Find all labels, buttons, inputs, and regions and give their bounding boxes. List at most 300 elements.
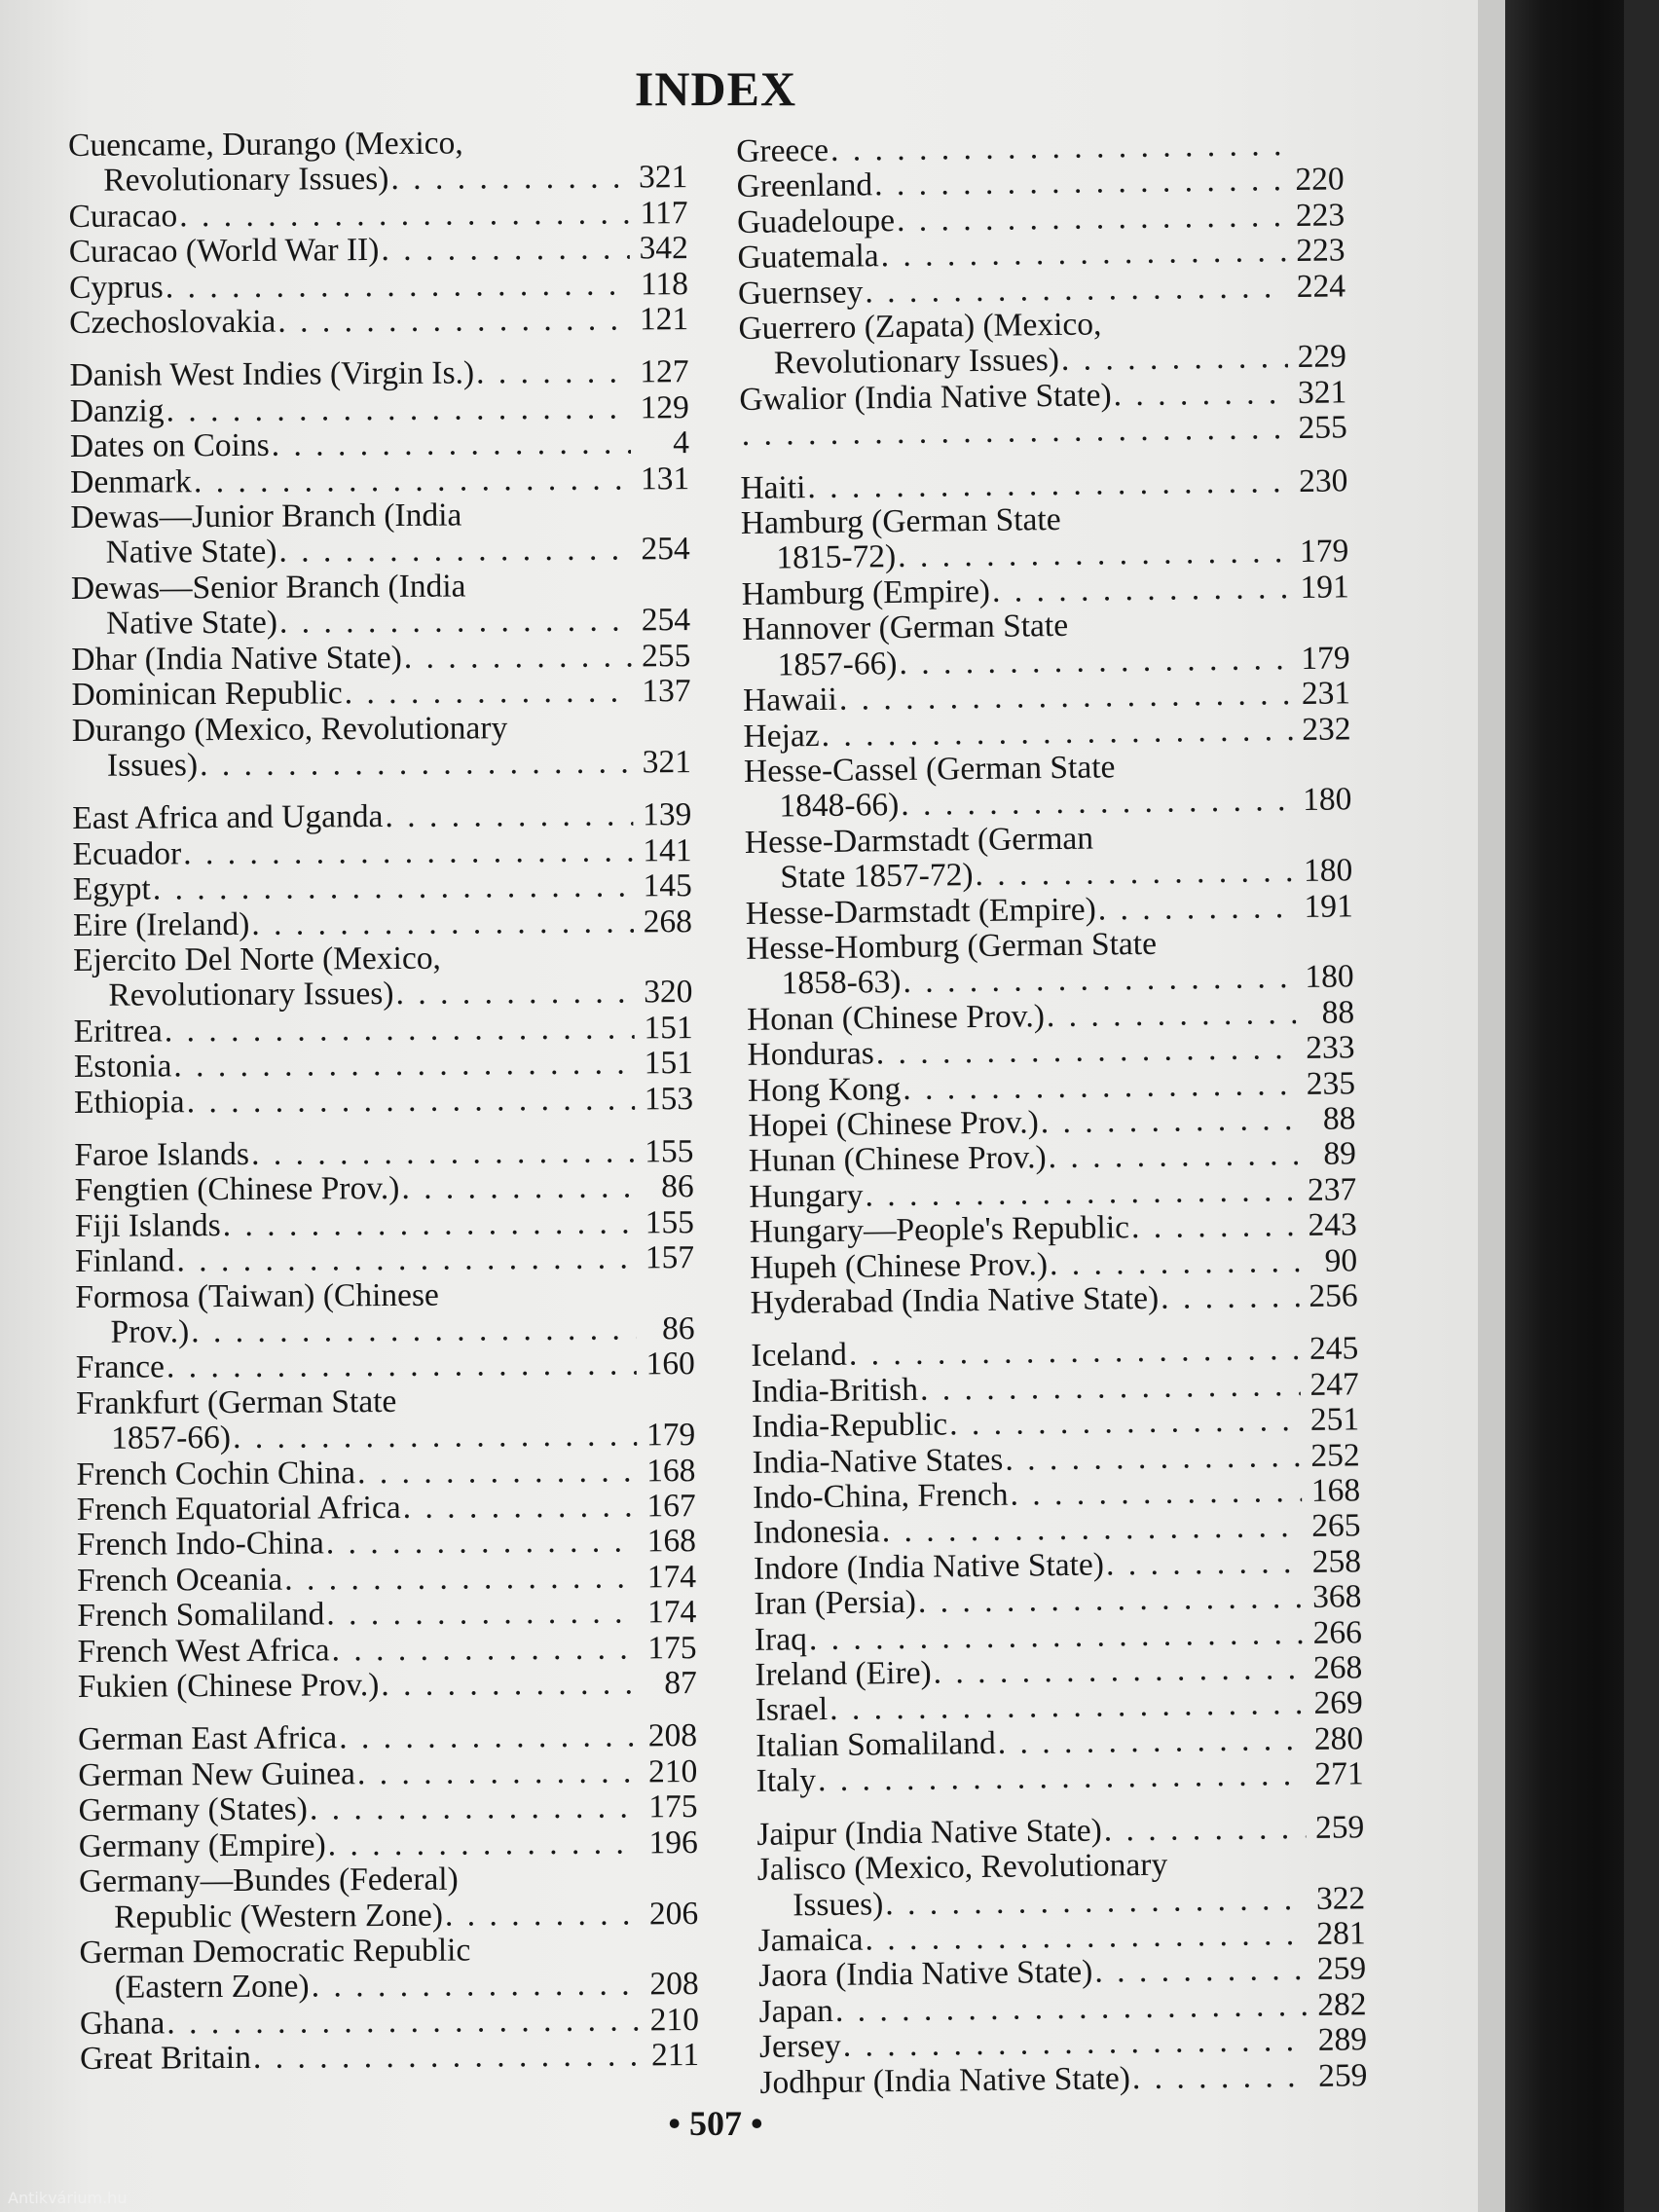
index-entry: [78, 1719, 697, 1758]
dot-leader: [381, 232, 630, 269]
entry-text: Ecuador: [72, 835, 182, 872]
dot-leader: [1113, 376, 1288, 414]
entry-page-number: 258: [1311, 1543, 1362, 1580]
entry-text: Honan (Chinese Prov.): [746, 997, 1046, 1038]
index-entry: [750, 1278, 1357, 1321]
index-left-column: [68, 125, 699, 2077]
dot-leader: [830, 128, 1286, 168]
dot-leader: [1106, 1545, 1303, 1583]
entry-page-number: 191: [1304, 887, 1353, 925]
dot-leader: [897, 199, 1287, 239]
index-entry: [756, 1810, 1364, 1853]
entry-text: Dhar (India Native State): [71, 639, 402, 678]
dot-leader: [166, 1347, 637, 1385]
entry-page-number: 196: [648, 1824, 698, 1862]
entry-page-number: 129: [640, 388, 689, 426]
entry-text: 1815-72): [776, 538, 897, 576]
entry-page-number: 127: [640, 353, 689, 390]
index-entry: [68, 125, 687, 200]
entry-page-number: 174: [646, 1558, 697, 1596]
index-entry: [76, 1454, 695, 1493]
entry-page-number: 88: [1322, 1100, 1356, 1137]
index-entry: [70, 425, 689, 464]
entry-text: Ethiopia: [73, 1083, 185, 1121]
entry-page-number: 210: [649, 2001, 699, 2039]
index-entry: [77, 1595, 696, 1634]
index-entry: [746, 889, 1353, 932]
entry-text: Formosa (Taiwan) (Chinese: [75, 1276, 439, 1315]
entry-text: Dates on Coins: [69, 426, 270, 465]
entry-page-number: 243: [1308, 1206, 1357, 1244]
index-entry: [742, 570, 1349, 612]
entry-text: Frankfurt (German State: [75, 1382, 397, 1421]
entry-page-number: 155: [645, 1133, 694, 1170]
dot-leader: [339, 1719, 639, 1756]
dot-leader: [1005, 1439, 1302, 1478]
entry-page-number: 210: [647, 1752, 698, 1790]
index-entry: [75, 1169, 694, 1208]
entry-text: India-British: [751, 1371, 919, 1410]
dot-leader: [165, 1011, 635, 1049]
entry-text: India-Republic: [751, 1406, 948, 1446]
entry-text: Jaipur (India Native State): [756, 1812, 1102, 1853]
entry-page-number: 256: [1309, 1277, 1358, 1314]
dot-leader: [278, 533, 631, 571]
entry-text: Gwalior (India Native State): [739, 377, 1112, 418]
entry-page-number: 232: [1302, 710, 1351, 748]
entry-text: Native State): [105, 534, 277, 571]
watermark: Antikvárium.hu: [8, 2189, 128, 2207]
index-entry: [757, 1845, 1366, 1923]
index-entry: [69, 302, 688, 341]
entry-text: Guadeloupe: [736, 202, 896, 240]
index-entry: [740, 411, 1347, 454]
entry-page-number: 153: [644, 1080, 694, 1117]
entry-page-number: 281: [1316, 1915, 1366, 1952]
entry-text: Dewas—Senior Branch (India: [70, 568, 466, 607]
entry-text: India-Native States: [752, 1441, 1004, 1481]
index-entry: [74, 1011, 693, 1050]
entry-text: Greenland: [736, 166, 873, 205]
entry-page-number: 145: [643, 867, 692, 904]
index-entry: [72, 797, 691, 836]
entry-page-number: 235: [1306, 1064, 1356, 1102]
entry-text: Cyprus: [68, 269, 164, 306]
entry-text: Germany (Empire): [78, 1826, 326, 1864]
entry-text: Republic (Western Zone): [114, 1897, 444, 1936]
entry-page-number: 168: [646, 1452, 696, 1490]
entry-text: Ghana: [79, 2005, 166, 2042]
entry-text: Ejercito Del Norte (Mexico,: [73, 940, 441, 978]
dot-leader: [445, 1897, 640, 1934]
entry-text: Haiti: [740, 468, 806, 506]
entry-page-number: 342: [639, 230, 688, 267]
dot-leader: [357, 1454, 638, 1491]
page-number: • 507 •: [668, 2104, 763, 2143]
dot-leader: [310, 1790, 640, 1827]
entry-text: 1857-66): [777, 645, 898, 683]
index-entry: [77, 1525, 696, 1564]
dot-leader: [328, 1825, 640, 1862]
entry-page-number: 168: [646, 1523, 696, 1560]
dot-leader: [331, 1631, 638, 1668]
dot-leader: [920, 1368, 1301, 1408]
dot-leader: [830, 1686, 1305, 1727]
index-entry: [75, 1205, 694, 1244]
index-entry: [69, 355, 688, 394]
dot-leader: [251, 904, 634, 942]
entry-page-number: 265: [1311, 1507, 1361, 1545]
index-entry: [69, 267, 688, 306]
dot-leader: [153, 869, 634, 907]
dot-leader: [345, 675, 633, 712]
entry-text: Cuencame, Durango (Mexico,: [67, 125, 463, 164]
entry-text: Prov.): [110, 1313, 190, 1350]
dot-leader: [1048, 1137, 1298, 1176]
entry-text: Hamburg (German State: [740, 501, 1061, 542]
index-entry: [743, 712, 1350, 755]
entry-page-number: 211: [650, 2037, 700, 2074]
entry-page-number: 86: [661, 1310, 695, 1347]
dot-leader: [1047, 996, 1297, 1035]
entry-page-number: 254: [641, 531, 690, 568]
entry-page-number: 231: [1301, 675, 1351, 713]
entry-text: Hejaz: [743, 717, 820, 755]
entry-text: French Cochin China: [76, 1454, 356, 1493]
entry-text: Egypt: [72, 870, 151, 908]
entry-text: Guerrero (Zapata) (Mexico,: [738, 306, 1102, 348]
dot-leader: [882, 1509, 1303, 1550]
index-entry: [72, 710, 691, 785]
dot-leader: [194, 461, 632, 499]
entry-text: German Democratic Republic: [79, 1932, 471, 1971]
index-entry: [69, 231, 688, 270]
entry-text: Revolutionary Issues): [103, 161, 389, 200]
entry-text: Fengtien (Chinese Prov.): [74, 1170, 400, 1209]
entry-page-number: 320: [644, 974, 693, 1011]
entry-page-number: 255: [1298, 409, 1347, 447]
entry-text: Ireland (Eire): [755, 1654, 932, 1693]
index-entry: [78, 1754, 697, 1793]
entry-text: Danish West Indies (Virgin Is.): [69, 354, 475, 394]
entry-text: Jamaica: [757, 1921, 864, 1959]
entry-text: Hopei (Chinese Prov.): [748, 1104, 1039, 1144]
entry-text: German New Guinea: [78, 1755, 356, 1793]
entry-page-number: 269: [1313, 1684, 1363, 1722]
entry-text: Eritrea: [73, 1013, 163, 1050]
entry-page-number: 229: [1297, 338, 1347, 376]
index-entry: [78, 1789, 697, 1828]
entry-text: (Eastern Zone): [114, 1968, 310, 2007]
index-heading: INDEX: [634, 61, 797, 116]
entry-text: Native State): [105, 604, 278, 643]
dot-leader: [865, 270, 1287, 311]
index-entry: [77, 1560, 696, 1599]
entry-text: Dewas—Junior Branch (India: [70, 497, 462, 536]
entry-page-number: 223: [1295, 197, 1346, 234]
entry-text: Issues): [106, 747, 199, 784]
entry-page-number: 168: [1310, 1472, 1361, 1509]
entry-text: Hungary: [749, 1177, 864, 1215]
dot-leader: [865, 1173, 1298, 1214]
entry-text: Iran (Persia): [754, 1584, 917, 1623]
dot-leader: [949, 1403, 1301, 1443]
dot-leader: [975, 854, 1294, 893]
entry-page-number: 88: [1321, 994, 1355, 1031]
entry-page-number: 179: [1299, 533, 1349, 571]
entry-text: Jersey: [758, 2027, 841, 2065]
dot-leader: [898, 535, 1291, 575]
entry-text: Fiji Islands: [74, 1206, 221, 1244]
entry-page-number: 321: [642, 744, 692, 781]
index-entry: [77, 1631, 696, 1670]
dot-leader: [880, 234, 1286, 274]
entry-page-number: 180: [1305, 958, 1354, 996]
dot-leader: [253, 2039, 641, 2077]
entry-text: Jodhpur (India Native State): [759, 2059, 1131, 2101]
index-entry: [76, 1346, 695, 1385]
dot-leader: [807, 464, 1289, 505]
entry-page-number: 259: [1314, 1808, 1365, 1846]
dot-leader: [187, 1082, 636, 1120]
entry-text: Germany—Bundes (Federal): [78, 1861, 459, 1900]
index-entry: [740, 463, 1347, 506]
index-entry: [80, 2038, 699, 2077]
entry-text: Danzig: [69, 392, 165, 429]
entry-page-number: 155: [645, 1203, 694, 1241]
entry-text: Revolutionary Issues): [108, 976, 394, 1014]
index-entry: [74, 1134, 693, 1173]
entry-text: Greece: [735, 131, 830, 169]
entry-page-number: 117: [640, 194, 688, 232]
dot-leader: [1094, 1952, 1308, 1990]
dot-leader: [357, 1754, 640, 1791]
dot-leader: [885, 1881, 1307, 1922]
entry-text: Hong Kong: [747, 1070, 902, 1109]
dot-leader: [835, 1988, 1309, 2029]
entry-text: France: [75, 1348, 166, 1386]
entry-page-number: 259: [1316, 1950, 1367, 1988]
index-entry: [71, 568, 690, 643]
entry-text: Indo-China, French: [752, 1476, 1009, 1516]
index-entry: [75, 1240, 694, 1279]
index-entry: [756, 1757, 1363, 1800]
dot-leader: [179, 196, 630, 234]
entry-page-number: 271: [1314, 1755, 1364, 1793]
entry-page-number: 237: [1307, 1171, 1357, 1208]
entry-text: Finland: [74, 1242, 175, 1280]
entry-text: 1858-63): [781, 964, 902, 1002]
entry-page-number: 322: [1315, 1879, 1366, 1917]
book-cover-edge: [1624, 0, 1659, 2212]
dot-leader: [818, 1757, 1306, 1799]
dot-leader: [166, 267, 630, 305]
dot-leader: [312, 1968, 641, 2005]
entry-page-number: 141: [643, 831, 692, 869]
entry-text: Hesse-Cassel (German State: [743, 749, 1116, 790]
index-entry: [74, 1046, 693, 1085]
entry-page-number: 321: [1297, 374, 1347, 411]
index-entry: [70, 461, 689, 500]
entry-page-number: 245: [1309, 1330, 1359, 1368]
entry-page-number: 268: [1312, 1649, 1363, 1686]
index-entry: [73, 940, 692, 1014]
entry-text: Germany (States): [78, 1790, 309, 1829]
dot-leader: [1161, 1279, 1300, 1316]
dot-leader: [251, 1134, 636, 1172]
index-entry: [77, 1489, 696, 1528]
entry-page-number: 179: [1301, 640, 1350, 677]
index-entry: [738, 304, 1346, 382]
dot-leader: [865, 1917, 1308, 1958]
index-entry: [78, 1666, 697, 1705]
entry-page-number: 282: [1317, 1985, 1367, 2023]
entry-page-number: 131: [640, 460, 690, 498]
entry-text: Fukien (Chinese Prov.): [77, 1667, 380, 1706]
entry-page-number: 121: [639, 301, 689, 338]
entry-text: Iraq: [754, 1620, 808, 1658]
index-entry: [79, 1825, 698, 1864]
entry-text: Estonia: [73, 1048, 172, 1086]
entry-text: Hesse-Homburg (German State: [745, 925, 1158, 967]
dot-leader: [385, 798, 633, 835]
entry-text: Iceland: [751, 1337, 848, 1375]
entry-page-number: 266: [1312, 1613, 1363, 1651]
entry-page-number: 247: [1309, 1366, 1359, 1403]
dot-leader: [1098, 890, 1295, 928]
entry-page-number: 160: [645, 1346, 695, 1382]
dot-leader: [381, 1667, 639, 1704]
entry-page-number: 137: [642, 673, 691, 710]
index-right-column: [736, 127, 1368, 2100]
index-entry: [745, 818, 1353, 896]
entry-text: Italy: [756, 1762, 817, 1800]
entry-page-number: 86: [661, 1168, 694, 1205]
dot-leader: [390, 161, 629, 198]
entry-page-number: 151: [644, 1045, 693, 1082]
entry-page-number: 254: [641, 602, 691, 639]
dot-leader: [843, 2023, 1309, 2064]
entry-page-number: 179: [645, 1417, 696, 1454]
index-entry: [79, 1861, 698, 1936]
entry-page-number: 208: [649, 1966, 699, 2003]
entry-text: Curacao: [68, 198, 178, 235]
dot-leader: [1050, 1244, 1300, 1283]
entry-text: Hyderabad (India Native State): [750, 1279, 1160, 1321]
entry-text: 1848-66): [779, 787, 900, 825]
entry-text: Italian Somaliland: [755, 1724, 996, 1764]
index-entry: [746, 924, 1354, 1002]
index-entry: [72, 833, 691, 872]
dot-leader: [809, 1616, 1304, 1658]
entry-text: Hesse-Darmstadt (Empire): [745, 891, 1096, 932]
entry-text: Hunan (Chinese Prov.): [748, 1139, 1047, 1180]
entry-text: French Oceania: [76, 1561, 283, 1599]
index-entry: [71, 639, 690, 678]
dot-leader: [1104, 1811, 1307, 1849]
dot-leader: [1131, 1208, 1299, 1246]
entry-text: State 1857-72): [780, 857, 974, 896]
entry-page-number: 280: [1313, 1720, 1364, 1757]
entry-text: Czechoslovakia: [69, 303, 276, 342]
entry-page-number: 259: [1317, 2056, 1368, 2094]
dot-leader: [326, 1596, 638, 1633]
dot-leader: [998, 1722, 1306, 1761]
dot-leader: [901, 783, 1294, 823]
dot-leader: [176, 1241, 636, 1279]
dot-leader: [277, 303, 630, 341]
index-entry: [73, 904, 692, 943]
entry-text: Faroe Islands: [74, 1135, 250, 1173]
dot-leader: [933, 1651, 1304, 1691]
dot-leader: [992, 571, 1291, 609]
entry-text: French Equatorial Africa: [76, 1489, 401, 1529]
dot-leader: [1010, 1474, 1302, 1513]
entry-text: Denmark: [70, 462, 192, 500]
dot-leader: [166, 390, 630, 428]
index-entry: [738, 269, 1346, 312]
entry-page-number: 175: [648, 1788, 698, 1825]
dot-leader: [191, 1311, 637, 1349]
dot-leader: [401, 1170, 635, 1207]
index-entry: [744, 747, 1352, 825]
dot-leader: [279, 604, 632, 642]
dot-leader: [918, 1580, 1304, 1620]
page-gutter: [1478, 0, 1505, 2212]
entry-text: Great Britain: [79, 2040, 252, 2078]
entry-page-number: 89: [1323, 1135, 1357, 1173]
entry-text: Hupeh (Chinese Prov.): [749, 1245, 1049, 1286]
dot-leader: [1132, 2058, 1309, 2096]
entry-page-number: 157: [645, 1239, 695, 1276]
entry-text: French West Africa: [77, 1632, 330, 1670]
entry-page-number: 180: [1302, 781, 1352, 819]
entry-page-number: 289: [1317, 2021, 1368, 2058]
entry-page-number: 368: [1311, 1578, 1362, 1616]
dot-leader: [200, 745, 633, 783]
entry-page-number: 174: [646, 1594, 697, 1631]
entry-text: Issues): [792, 1885, 884, 1923]
entry-text: Hamburg (Empire): [741, 572, 991, 612]
dot-leader: [233, 1419, 637, 1456]
entry-text: Guernsey: [737, 274, 864, 312]
dot-leader: [899, 642, 1292, 682]
entry-page-number: 230: [1298, 462, 1348, 499]
entry-page-number: 206: [648, 1895, 699, 1932]
entry-text: Revolutionary Issues): [773, 342, 1060, 382]
dot-leader: [876, 1031, 1297, 1072]
dot-leader: [173, 1047, 635, 1085]
index-entry: [74, 1082, 693, 1121]
entry-text: Eire (Ireland): [72, 905, 250, 943]
dot-leader: [1061, 341, 1288, 379]
index-entry: [73, 868, 692, 907]
entry-page-number: 268: [643, 903, 693, 940]
entry-text: French Indo-China: [76, 1525, 324, 1564]
entry-page-number: 167: [646, 1488, 696, 1525]
dot-leader: [1041, 1102, 1298, 1141]
dot-leader: [903, 1067, 1297, 1107]
entry-page-number: 224: [1296, 267, 1346, 305]
entry-page-number: 208: [647, 1717, 698, 1754]
entry-text: Hungary—People's Republic: [749, 1209, 1130, 1251]
entry-page-number: 180: [1303, 852, 1353, 890]
entry-page-number: 87: [664, 1665, 697, 1702]
dot-leader: [284, 1560, 638, 1598]
dot-leader: [821, 713, 1292, 754]
entry-text: Indonesia: [753, 1513, 881, 1552]
index-entry: [742, 606, 1350, 683]
